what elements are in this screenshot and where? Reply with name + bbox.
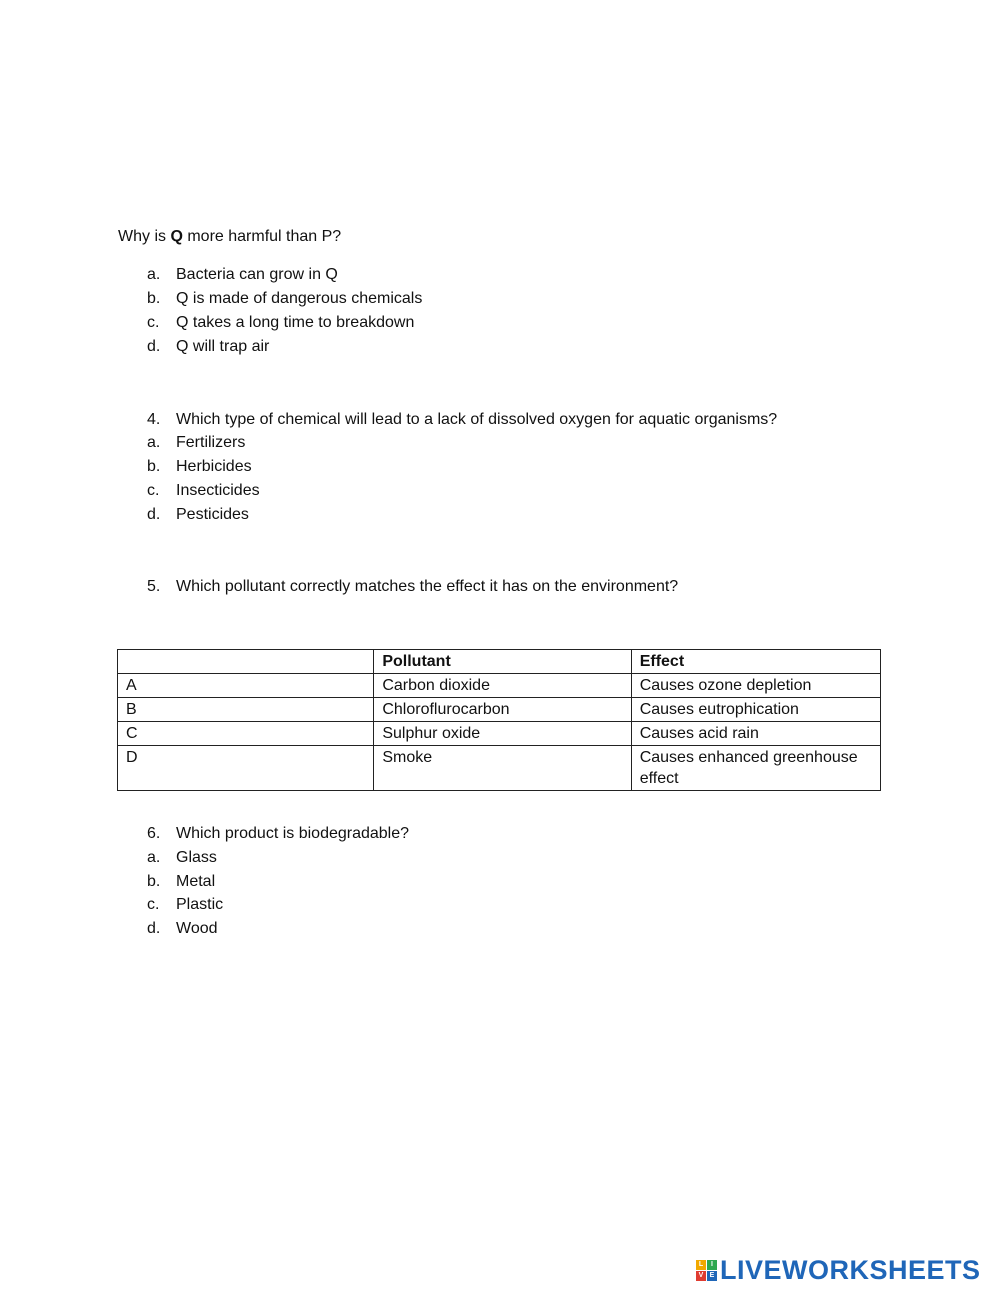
row-pollutant: Carbon dioxide (374, 674, 631, 698)
question-6-option-c (147, 893, 223, 917)
question-6-option-b (147, 870, 215, 894)
option-mark: a. (147, 434, 161, 451)
header-cell-pollutant: Pollutant (374, 650, 631, 674)
option-text: Herbicides (176, 458, 252, 475)
row-effect: Causes enhanced greenhouse effect (631, 746, 880, 791)
question-6-prompt (147, 822, 409, 846)
table-row (118, 722, 881, 746)
question-number: 6. (147, 825, 161, 842)
logo-icon (696, 1260, 717, 1281)
option-text: Glass (176, 849, 217, 866)
header-cell-effect: Effect (631, 650, 880, 674)
pollutant-table (117, 649, 881, 791)
option-text: Fertilizers (176, 434, 246, 451)
option-mark: b. (147, 290, 161, 307)
table-row (118, 746, 881, 791)
question-number: 5. (147, 578, 161, 595)
question-4-prompt (147, 408, 777, 432)
question-4-option-a (147, 431, 245, 455)
question-6-option-d (147, 917, 218, 941)
row-effect: Causes acid rain (631, 722, 880, 746)
row-effect: Causes ozone depletion (631, 674, 880, 698)
question-4-option-d (147, 503, 249, 527)
option-text: Q will trap air (176, 338, 270, 355)
option-mark: a. (147, 849, 161, 866)
question-4-option-b (147, 455, 252, 479)
option-text: Metal (176, 873, 216, 890)
option-mark: c. (147, 482, 160, 499)
table-row (118, 698, 881, 722)
question-text: Which type of chemical will lead to a lack of dissolved oxygen for aquatic organisms? (176, 411, 778, 428)
prompt-suffix: more harmful than P? (182, 228, 342, 245)
option-mark: c. (147, 314, 160, 331)
question-text: Which product is biodegradable? (176, 825, 410, 842)
option-text: Pesticides (176, 506, 249, 523)
option-text: Insecticides (176, 482, 260, 499)
liveworksheets-logo (696, 1255, 981, 1285)
row-label: A (118, 674, 374, 698)
row-label: D (118, 746, 374, 791)
question-5-prompt (147, 575, 678, 599)
option-text: Q is made of dangerous chemicals (176, 290, 423, 307)
logo-block: E (707, 1271, 717, 1281)
option-text: Wood (176, 920, 218, 937)
table-header-row (118, 650, 881, 674)
option-text: Q takes a long time to breakdown (176, 314, 415, 331)
question-3-option-b (147, 287, 422, 311)
question-6-option-a (147, 846, 217, 870)
logo-block: I (707, 1260, 717, 1270)
question-3-prompt (118, 228, 341, 246)
row-pollutant: Sulphur oxide (374, 722, 631, 746)
option-mark: d. (147, 338, 161, 355)
option-mark: c. (147, 896, 160, 913)
row-label: C (118, 722, 374, 746)
logo-block: L (696, 1260, 706, 1270)
option-mark: d. (147, 920, 161, 937)
option-mark: b. (147, 873, 161, 890)
row-pollutant: Smoke (374, 746, 631, 791)
logo-text: LIVEWORKSHEETS (720, 1254, 981, 1285)
table-row (118, 674, 881, 698)
question-4-option-c (147, 479, 260, 503)
question-text: Which pollutant correctly matches the effect it has on the environment? (176, 578, 679, 595)
row-effect: Causes eutrophication (631, 698, 880, 722)
prompt-prefix: Why is (118, 228, 171, 245)
option-mark: a. (147, 266, 161, 283)
logo-block: V (696, 1271, 706, 1281)
row-pollutant: Chloroflurocarbon (374, 698, 631, 722)
option-mark: b. (147, 458, 161, 475)
prompt-bold-q: Q (170, 228, 183, 245)
question-3-option-a (147, 263, 338, 287)
option-text: Plastic (176, 896, 224, 913)
question-3-option-d (147, 335, 269, 359)
question-3-option-c (147, 311, 414, 335)
option-mark: d. (147, 506, 161, 523)
header-cell (118, 650, 374, 674)
option-text: Bacteria can grow in Q (176, 266, 338, 283)
question-number: 4. (147, 411, 161, 428)
row-label: B (118, 698, 374, 722)
